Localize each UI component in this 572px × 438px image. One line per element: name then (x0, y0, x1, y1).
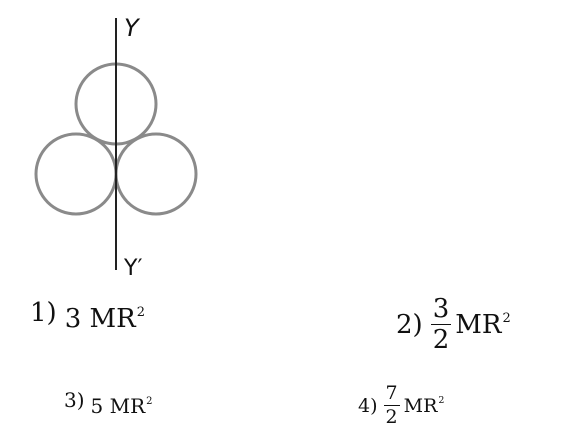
symbol: MR (89, 304, 136, 334)
option-3[interactable] (64, 388, 153, 418)
option-expression (91, 394, 153, 418)
option-number: 1) (30, 298, 57, 328)
option-1[interactable] (30, 298, 145, 334)
option-expression (404, 395, 445, 417)
symbol: MR (109, 394, 146, 418)
option-number: 3) (64, 388, 85, 412)
axis-bottom-label: Y′ (124, 256, 143, 281)
exponent: 2 (438, 395, 445, 407)
coefficient: 5 (90, 394, 104, 418)
exponent: 2 (136, 305, 145, 321)
right-ring (116, 134, 196, 214)
symbol: MR (455, 309, 502, 340)
option-2[interactable] (396, 296, 511, 353)
option-number: 2) (396, 309, 423, 340)
exponent: 2 (502, 310, 511, 326)
option-expression (455, 310, 510, 340)
exponent: 2 (146, 396, 153, 408)
fraction (431, 296, 452, 353)
numerator: 7 (385, 382, 398, 404)
denominator: 2 (385, 406, 398, 428)
coefficient: 3 (64, 304, 82, 334)
axis-top-label: Y (124, 14, 139, 42)
denominator: 2 (432, 325, 450, 355)
option-4[interactable] (358, 384, 444, 427)
option-number: 4) (358, 394, 378, 417)
fraction (384, 384, 400, 427)
left-ring (36, 134, 116, 214)
numerator: 3 (432, 294, 450, 324)
symbol: MR (403, 394, 438, 417)
option-expression (65, 304, 145, 334)
